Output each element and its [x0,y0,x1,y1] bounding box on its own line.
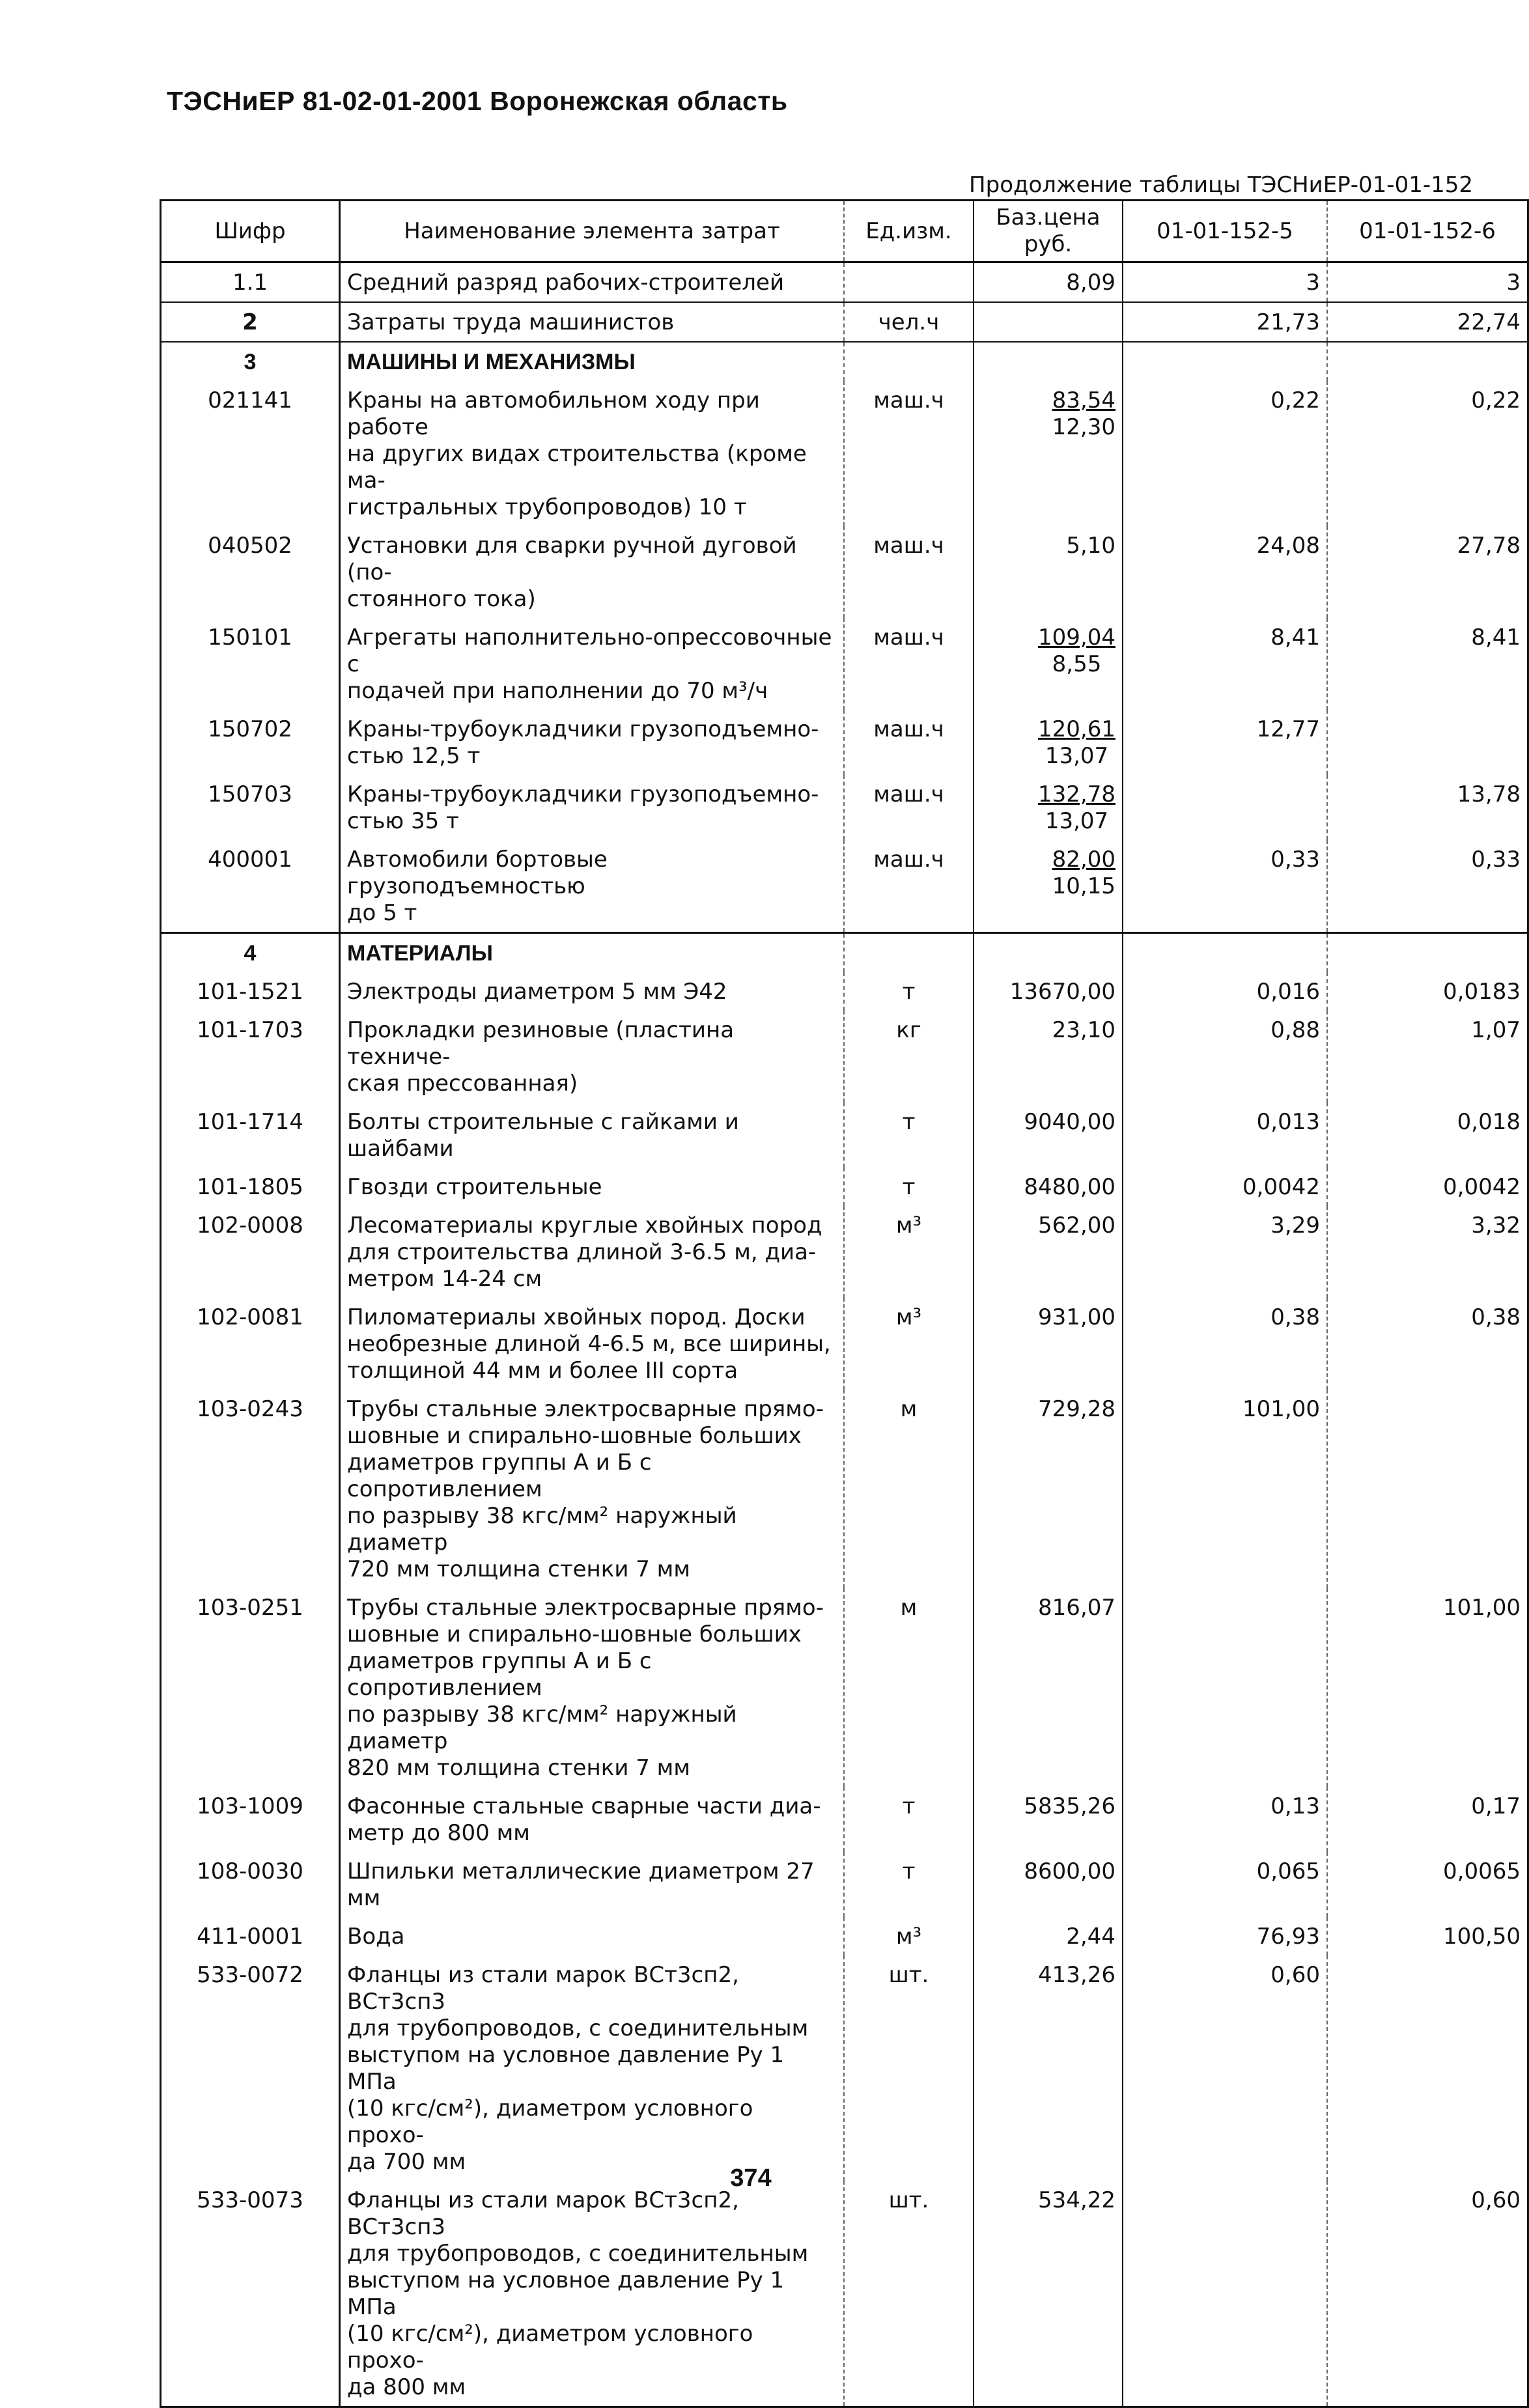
row-name: Вода [340,1917,845,1955]
table-row [161,840,1528,933]
price-value [1038,1212,1115,1239]
price-base: 5,10 [1066,533,1115,559]
row-name: Трубы стальные электросварные прямо- шовные и спирально-шовные больших диаметров группы А и Б с сопротивлением по разрыву 38 кгс/мм² наружный диаметр 720 мм толщина стенки 7 мм [340,1390,845,1588]
row-price [974,775,1123,840]
price-wage: 13,07 [1045,808,1109,834]
row-code: 108-0030 [161,1852,340,1917]
row-variant-6: 100,50 [1327,1917,1528,1955]
row-code: 040502 [161,526,340,618]
row-code: 103-1009 [161,1787,340,1852]
row-variant-6: 3 [1327,262,1528,303]
row-price [974,972,1123,1011]
row-variant-5: 0,0042 [1123,1168,1327,1206]
table-header-row [161,201,1528,262]
row-name: Установки для сварки ручной дуговой (по- стоянного тока) [340,526,845,618]
row-code: 021141 [161,381,340,526]
price-total: 82,00 [1052,847,1115,873]
row-variant-5: 12,77 [1123,710,1327,775]
price-base: 413,26 [1038,1962,1115,1988]
row-variant-5: 0,013 [1123,1102,1327,1168]
row-code: 103-0243 [161,1390,340,1588]
row-name: Электроды диаметром 5 мм Э42 [340,972,845,1011]
row-unit: м³ [844,1917,974,1955]
row-unit: т [844,1787,974,1852]
row-price [974,1298,1123,1390]
price-value [1066,1924,1115,1950]
cost-table [160,199,1529,2408]
row-variant-5: 0,016 [1123,972,1327,1011]
row-unit: маш.ч [844,618,974,710]
table-row [161,1011,1528,1102]
row-name: МАТЕРИАЛЫ [340,933,845,973]
row-unit: маш.ч [844,710,974,775]
row-name: Лесоматериалы круглые хвойных пород для строительства длиной 3-6.5 м, диа- метром 14-24 см [340,1206,845,1298]
row-price [974,1917,1123,1955]
row-price [974,302,1123,342]
row-variant-5: 76,93 [1123,1917,1327,1955]
row-variant-5 [1123,2181,1327,2407]
price-value [1010,979,1115,1005]
row-code: 102-0081 [161,1298,340,1390]
row-variant-6: 0,0065 [1327,1852,1528,1917]
row-variant-6: 0,0183 [1327,972,1528,1011]
row-variant-6: 22,74 [1327,302,1528,342]
row-name: Краны-трубоукладчики грузоподъемно- стью 12,5 т [340,710,845,775]
price-value [1052,1017,1115,1044]
row-variant-5: 0,065 [1123,1852,1327,1917]
row-unit: т [844,1102,974,1168]
row-variant-5: 8,41 [1123,618,1327,710]
row-price [974,1852,1123,1917]
row-code: 101-1714 [161,1102,340,1168]
row-variant-6: 0,60 [1327,2181,1528,2407]
row-variant-6 [1327,933,1528,973]
row-variant-6 [1327,710,1528,775]
table-row [161,775,1528,840]
row-unit: чел.ч [844,302,974,342]
row-variant-5: 0,88 [1123,1011,1327,1102]
table-caption: Продолжение таблицы ТЭСНиЕР-01-01-152 [969,172,1473,198]
table-row [161,1102,1528,1168]
page-number: 374 [730,2164,772,2192]
row-code: 150703 [161,775,340,840]
header-variant-5: 01-01-152-5 [1123,201,1327,262]
row-price [974,1168,1123,1206]
price-value [1038,1396,1115,1423]
row-name: Агрегаты наполнительно-опрессовочные с подачей при наполнении до 70 м³/ч [340,618,845,710]
header-name: Наименование элемента затрат [340,201,845,262]
price-total: 132,78 [1038,781,1115,807]
row-unit: шт. [844,1955,974,2181]
table-row [161,1298,1528,1390]
row-code: 533-0072 [161,1955,340,2181]
row-price [974,262,1123,303]
row-price [974,618,1123,710]
price-base: 562,00 [1038,1212,1115,1239]
row-name: Автомобили бортовые грузоподъемностью до 5 т [340,840,845,933]
price-base: 23,10 [1052,1017,1115,1043]
row-code: 533-0073 [161,2181,340,2407]
row-unit: маш.ч [844,526,974,618]
price-base: 13670,00 [1009,979,1115,1005]
header-code: Шифр [161,201,340,262]
row-price [974,840,1123,933]
table-row [161,972,1528,1011]
row-code: 101-1703 [161,1011,340,1102]
row-price [974,1955,1123,2181]
table-row [161,342,1528,381]
row-variant-6: 0,17 [1327,1787,1528,1852]
row-name: Болты строительные с гайками и шайбами [340,1102,845,1168]
row-variant-5: 0,60 [1123,1955,1327,2181]
table-row [161,618,1528,710]
row-variant-5: 24,08 [1123,526,1327,618]
row-variant-5: 0,22 [1123,381,1327,526]
row-unit: маш.ч [844,840,974,933]
table-row [161,1917,1528,1955]
row-unit: т [844,1852,974,1917]
row-name: Средний разряд рабочих-строителей [340,262,845,303]
row-unit: шт. [844,2181,974,2407]
row-code: 1.1 [161,262,340,303]
price-base: 9040,00 [1024,1109,1115,1135]
row-variant-6: 0,22 [1327,381,1528,526]
row-name: Шпильки металлические диаметром 27 мм [340,1852,845,1917]
row-name: Фланцы из стали марок ВСт3сп2, ВСт3сп3 для трубопроводов, с соединительным выступом на условное давление Ру 1 МПа (10 кгс/см²), диаметром условного прохо- да 800 мм [340,2181,845,2407]
row-variant-6: 13,78 [1327,775,1528,840]
table-row [161,381,1528,526]
row-name: Краны-трубоукладчики грузоподъемно- стью 35 т [340,775,845,840]
row-variant-6: 1,07 [1327,1011,1528,1102]
row-name: Фланцы из стали марок ВСт3сп2, ВСт3сп3 для трубопроводов, с соединительным выступом на условное давление Ру 1 МПа (10 кгс/см²), диаметром условного прохо- да 700 мм [340,1955,845,2181]
row-price [974,381,1123,526]
price-value [1024,1858,1115,1885]
row-variant-5: 0,33 [1123,840,1327,933]
row-variant-6: 8,41 [1327,618,1528,710]
row-name: Гвозди строительные [340,1168,845,1206]
row-code: 103-0251 [161,1588,340,1787]
row-variant-5: 101,00 [1123,1390,1327,1588]
row-price [974,710,1123,775]
row-code: 3 [161,342,340,381]
table-row [161,526,1528,618]
price-base: 931,00 [1038,1304,1115,1330]
price-wage: 13,07 [1045,743,1109,769]
price-value [1052,387,1115,441]
row-unit: т [844,1168,974,1206]
table-row [161,262,1528,303]
table-row [161,710,1528,775]
table-body [161,262,1528,2407]
table-row [161,1168,1528,1206]
price-value [1038,1304,1115,1331]
row-code: 411-0001 [161,1917,340,1955]
price-base: 5835,26 [1024,1793,1115,1819]
price-base: 816,07 [1038,1595,1115,1621]
row-price [974,1206,1123,1298]
row-name: Прокладки резиновые (пластина техниче- ская прессованная) [340,1011,845,1102]
row-name: Пиломатериалы хвойных пород. Доски необрезные длиной 4-6.5 м, все ширины, толщиной 44 мм и более III сорта [340,1298,845,1390]
price-value [1066,533,1115,559]
table-row [161,302,1528,342]
row-name: МАШИНЫ И МЕХАНИЗМЫ [340,342,845,381]
row-code: 101-1521 [161,972,340,1011]
price-value [1066,270,1115,296]
row-price [974,1787,1123,1852]
table-row [161,2181,1528,2407]
price-wage: 10,15 [1052,873,1115,899]
price-value [1038,1962,1115,1989]
row-variant-6: 0,33 [1327,840,1528,933]
row-unit: м³ [844,1206,974,1298]
row-unit: м³ [844,1298,974,1390]
table-row [161,1852,1528,1917]
row-name: Фасонные стальные сварные части диа- метр до 800 мм [340,1787,845,1852]
row-price [974,933,1123,973]
row-unit: т [844,972,974,1011]
price-value [1038,781,1115,835]
row-variant-5: 0,13 [1123,1787,1327,1852]
row-unit: кг [844,1011,974,1102]
row-variant-5 [1123,933,1327,973]
row-code: 102-0008 [161,1206,340,1298]
row-unit [844,262,974,303]
price-total: 120,61 [1038,716,1115,742]
row-variant-6: 0,0042 [1327,1168,1528,1206]
price-base: 8480,00 [1024,1174,1115,1200]
row-variant-6 [1327,342,1528,381]
row-code: 4 [161,933,340,973]
row-name: Краны на автомобильном ходу при работе на других видах строительства (кроме ма- гистральных трубопроводов) 10 т [340,381,845,526]
header-price: Баз.цена руб. [974,201,1123,262]
row-price [974,526,1123,618]
row-unit: м [844,1588,974,1787]
header-variant-6: 01-01-152-6 [1327,201,1528,262]
row-code: 101-1805 [161,1168,340,1206]
price-base: 2,44 [1066,1924,1115,1950]
row-price [974,2181,1123,2407]
row-name: Трубы стальные электросварные прямо- шовные и спирально-шовные больших диаметров группы А и Б с сопротивлением по разрыву 38 кгс/мм² наружный диаметр 820 мм толщина стенки 7 мм [340,1588,845,1787]
row-variant-5: 21,73 [1123,302,1327,342]
price-value [1024,1793,1115,1820]
price-value [1052,847,1115,900]
row-variant-6: 3,32 [1327,1206,1528,1298]
header-unit: Ед.изм. [844,201,974,262]
row-variant-6 [1327,1390,1528,1588]
row-unit [844,342,974,381]
table-row [161,1955,1528,2181]
row-code: 400001 [161,840,340,933]
table-row [161,1588,1528,1787]
row-price [974,1390,1123,1588]
row-code: 2 [161,302,340,342]
row-price [974,1588,1123,1787]
row-variant-6: 0,38 [1327,1298,1528,1390]
row-variant-5 [1123,342,1327,381]
price-base: 534,22 [1038,2187,1115,2213]
row-price [974,1011,1123,1102]
row-variant-5: 3 [1123,262,1327,303]
row-variant-6: 101,00 [1327,1588,1528,1787]
row-variant-6 [1327,1955,1528,2181]
row-variant-5 [1123,1588,1327,1787]
row-variant-6: 27,78 [1327,526,1528,618]
price-total: 83,54 [1052,387,1115,413]
price-base: 8,09 [1066,270,1115,296]
row-name: Затраты труда машинистов [340,302,845,342]
document-header: ТЭСНиЕР 81-02-01-2001 Воронежская область [167,86,788,116]
row-variant-5 [1123,775,1327,840]
price-wage: 12,30 [1052,414,1115,440]
row-variant-5: 3,29 [1123,1206,1327,1298]
row-unit [844,933,974,973]
table-row [161,933,1528,973]
table-row [161,1206,1528,1298]
row-price [974,342,1123,381]
row-variant-5: 0,38 [1123,1298,1327,1390]
price-base: 8600,00 [1024,1858,1115,1884]
row-code: 150702 [161,710,340,775]
price-value [1024,1109,1115,1136]
row-code: 150101 [161,618,340,710]
row-price [974,1102,1123,1168]
price-value [1038,716,1115,770]
row-unit: маш.ч [844,775,974,840]
table-row [161,1390,1528,1588]
row-variant-6: 0,018 [1327,1102,1528,1168]
price-value [1038,1595,1115,1621]
price-value [1024,1174,1115,1201]
table-row [161,1787,1528,1852]
price-wage: 8,55 [1052,651,1102,677]
price-total: 109,04 [1038,624,1115,651]
price-base: 729,28 [1038,1396,1115,1422]
price-value [1038,624,1115,678]
row-unit: маш.ч [844,381,974,526]
row-unit: м [844,1390,974,1588]
